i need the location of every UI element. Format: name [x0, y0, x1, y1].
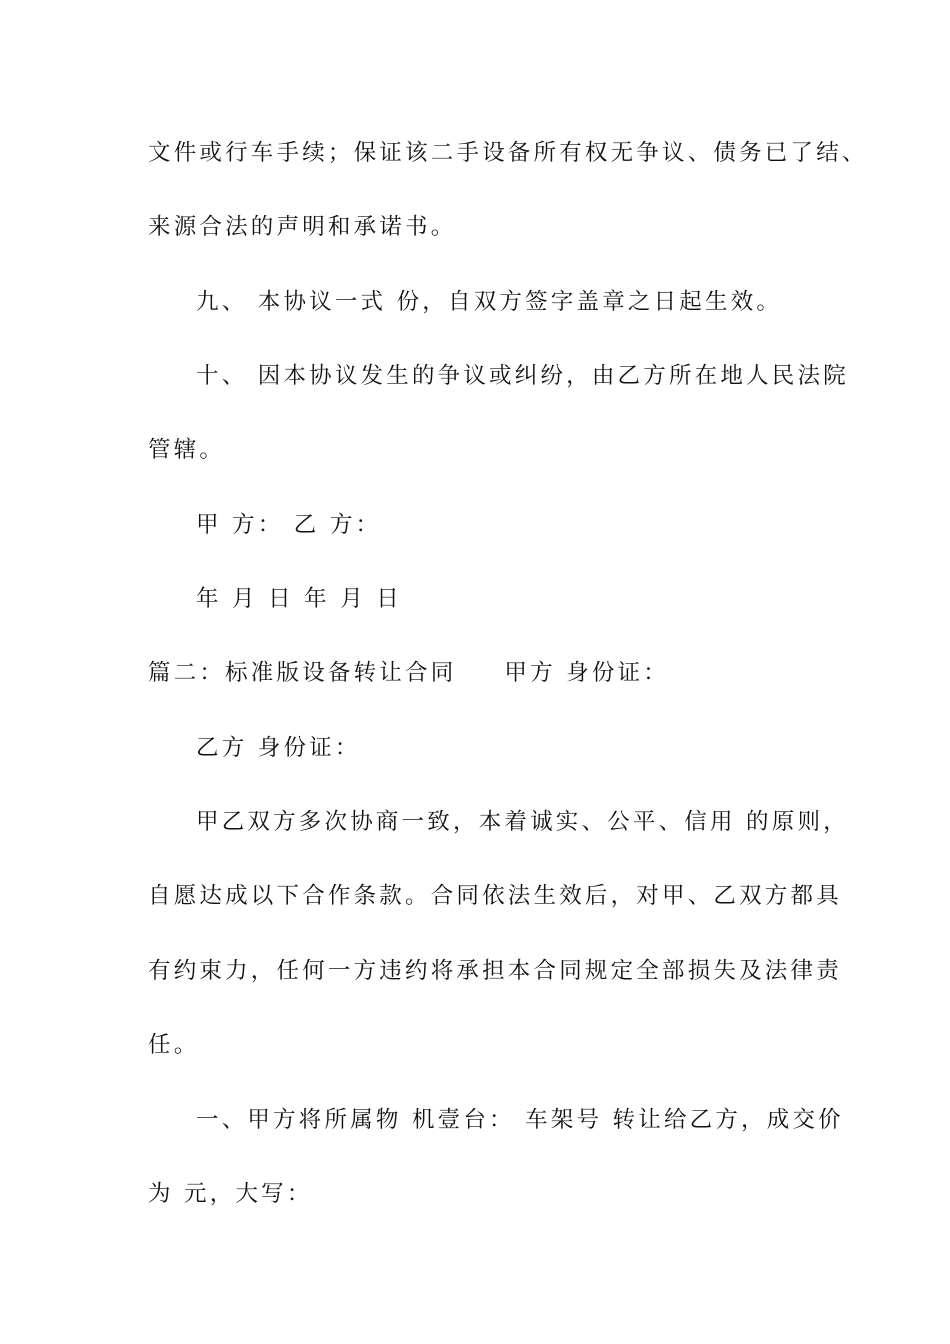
- paragraph-line: 管辖。: [148, 437, 226, 463]
- paragraph-line: 自愿达成以下合作条款。合同依法生效后，对甲、乙双方都具: [148, 883, 842, 909]
- party-a-id: 甲方 身份证：: [504, 660, 669, 686]
- clause-one: 一、甲方将所属物 机壹台： 车架号 转让给乙方，成交价: [196, 1107, 844, 1133]
- paragraph-line: 有约束力，任何一方违约将承担本合同规定全部损失及法律责: [148, 958, 842, 984]
- paragraph-line: 文件或行车手续；保证该二手设备所有权无争议、债务已了结、: [148, 140, 868, 166]
- paragraph-line: 甲乙双方多次协商一致，本着诚实、公平、信用 的原则，: [196, 809, 849, 835]
- party-b-id: 乙方 身份证：: [196, 735, 361, 761]
- paragraph-line: 为 元，大写：: [148, 1181, 313, 1207]
- clause-nine: 九、 本协议一式 份，自双方签字盖章之日起生效。: [196, 289, 783, 315]
- signature-parties: 甲 方： 乙 方：: [196, 512, 382, 538]
- section-heading-line: [148, 658, 828, 688]
- signature-dates: 年 月 日 年 月 日: [196, 586, 402, 612]
- paragraph-line: 来源合法的声明和承诺书。: [148, 214, 457, 240]
- clause-ten: 十、 因本协议发生的争议或纠纷，由乙方所在地人民法院: [196, 363, 849, 389]
- paragraph-line: 任。: [148, 1032, 200, 1058]
- section-title: 篇二：标准版设备转让合同: [148, 660, 457, 686]
